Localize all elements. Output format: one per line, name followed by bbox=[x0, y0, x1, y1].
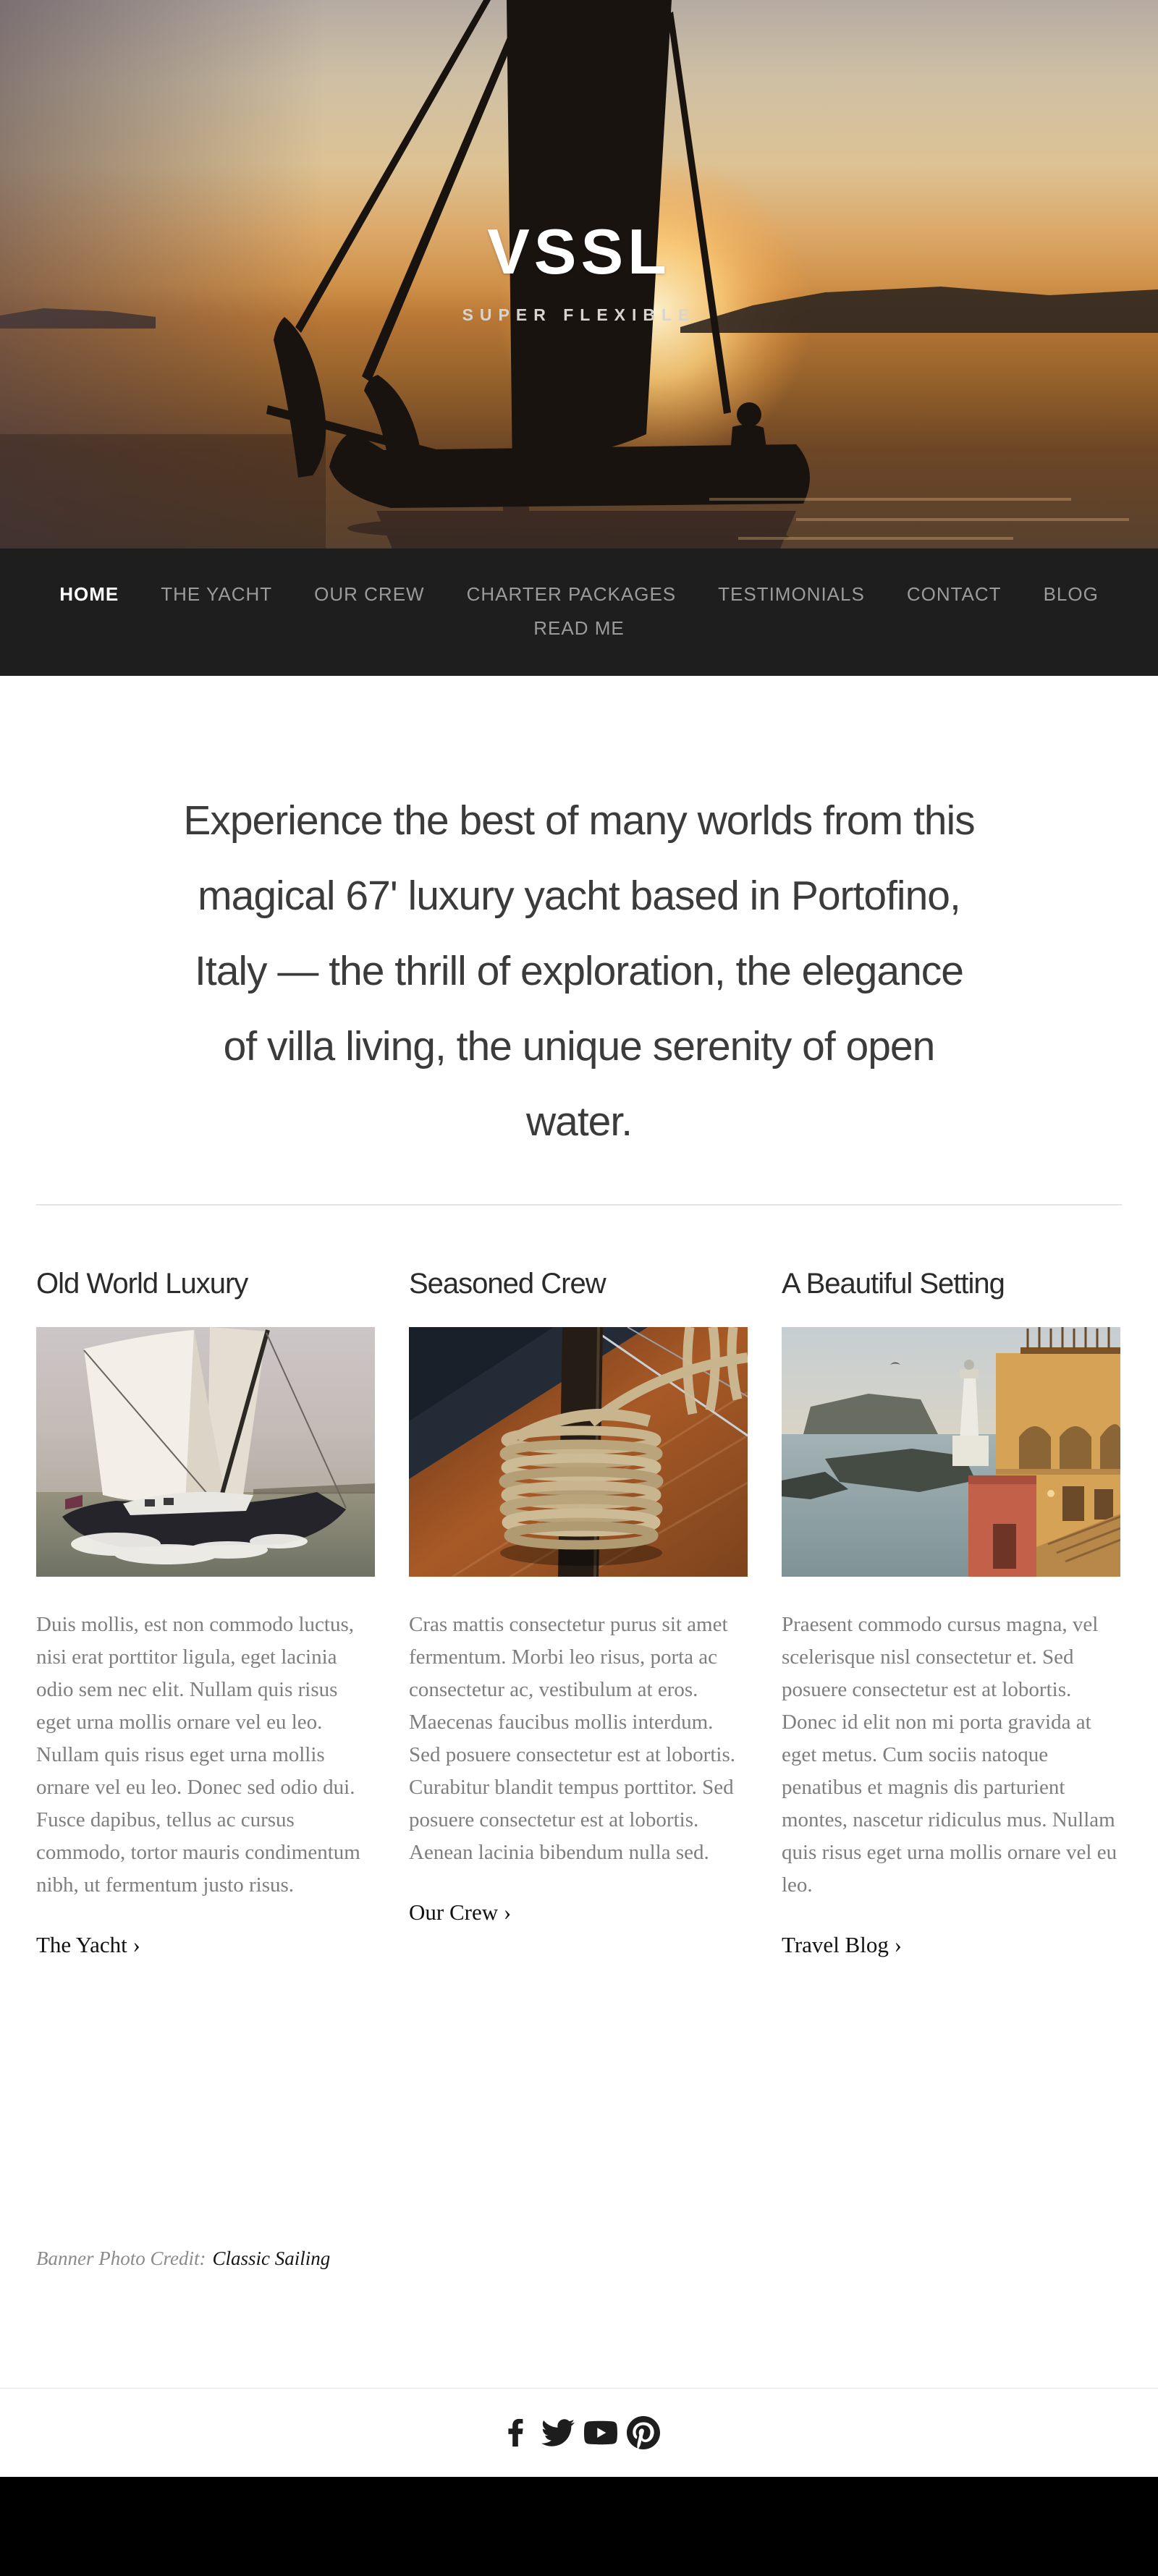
intro-line: Experience the best of many worlds from this bbox=[183, 797, 975, 844]
nav-item-blog[interactable]: BLOG bbox=[1043, 583, 1099, 605]
banner-photo-credit bbox=[36, 2247, 330, 2270]
column-body: Cras mattis consectetur purus sit amet fermentum. Morbi leo risus, porta ac consectetur ac, vestibulum at eros. Maecenas faucibus mollis interdum. Sed posuere consectetur est at lobortis. Curabitur blandit tempus porttitor. Sed posuere consectetur est at lobortis. Aenean lacinia bibendum nulla sed. bbox=[409, 1613, 735, 1864]
intro-line: magical 67' luxury yacht based in Portofino, bbox=[198, 873, 960, 919]
credit-label: Banner Photo Credit: bbox=[36, 2247, 206, 2269]
column-heading: Seasoned Crew bbox=[409, 1268, 606, 1300]
feature-columns bbox=[0, 1266, 1158, 1958]
yacht-sailing-image bbox=[36, 1327, 375, 1577]
nav-row-2 bbox=[0, 616, 1158, 640]
intro-line: of villa living, the unique serenity of open bbox=[223, 1023, 935, 1069]
twitter-icon[interactable] bbox=[541, 2416, 575, 2449]
nav-item-charter-packages[interactable]: CHARTER PACKAGES bbox=[466, 583, 677, 605]
credit-link[interactable]: Classic Sailing bbox=[212, 2247, 331, 2269]
column-old-world-luxury bbox=[36, 1266, 375, 1958]
nav-item-contact[interactable]: CONTACT bbox=[906, 583, 1002, 605]
intro-line: Italy — the thrill of exploration, the elegance bbox=[195, 948, 963, 994]
hero-banner bbox=[0, 0, 1158, 548]
social-links bbox=[0, 2388, 1158, 2477]
rope-knot-illustration bbox=[409, 1327, 748, 1577]
intro-line: water. bbox=[525, 1098, 633, 1145]
coastal-village-image bbox=[782, 1327, 1120, 1577]
coastal-village-illustration bbox=[782, 1327, 1120, 1577]
the-yacht-link[interactable]: The Yacht › bbox=[36, 1932, 140, 1957]
column-heading: A Beautiful Setting bbox=[782, 1268, 1005, 1300]
page-footer bbox=[0, 2388, 1158, 2576]
column-seasoned-crew bbox=[409, 1266, 748, 1958]
column-heading: Old World Luxury bbox=[36, 1268, 248, 1300]
nav-item-our-crew[interactable]: OUR CREW bbox=[314, 583, 425, 605]
yacht-sailing-illustration bbox=[36, 1327, 375, 1577]
nav-row-1 bbox=[0, 582, 1158, 606]
column-a-beautiful-setting bbox=[782, 1266, 1120, 1958]
nav-item-home[interactable]: HOME bbox=[59, 583, 119, 605]
nav-item-the-yacht[interactable]: THE YACHT bbox=[161, 583, 273, 605]
pinterest-icon[interactable] bbox=[627, 2416, 660, 2449]
nav-item-testimonials[interactable]: TESTIMONIALS bbox=[718, 583, 865, 605]
section-divider bbox=[36, 1204, 1122, 1206]
site-tagline: SUPER FLEXIBLE bbox=[462, 305, 696, 324]
our-crew-link[interactable]: Our Crew › bbox=[409, 1899, 512, 1925]
travel-blog-link[interactable]: Travel Blog › bbox=[782, 1932, 902, 1957]
rope-knot-image bbox=[409, 1327, 748, 1577]
youtube-icon[interactable] bbox=[584, 2416, 617, 2449]
nav-item-read-me[interactable]: READ ME bbox=[533, 617, 625, 639]
water-reflection bbox=[347, 507, 796, 548]
intro-statement bbox=[0, 676, 1158, 1159]
column-body: Praesent commodo cursus magna, vel scelerisque nisl consectetur et. Sed posuere consectetur est at lobortis. Donec id elit non mi porta gravida at eget metus. Cum sociis natoque penatibus et magnis dis parturient montes, nascetur ridiculus mus. Nullam quis risus eget urna mollis ornare vel eu leo. bbox=[782, 1613, 1117, 1897]
main-content bbox=[0, 676, 1158, 2388]
column-body: Duis mollis, est non commodo luctus, nisi erat porttitor ligula, eget lacinia odio sem nec elit. Nullam quis risus eget urna mollis ornare vel eu leo. Nullam quis risus eget urna mollis ornare vel eu leo. Donec sed odio dui. Fusce dapibus, tellus ac cursus commodo, tortor mauris condimentum nibh, ut fermentum justo risus. bbox=[36, 1613, 360, 1897]
footer-bottom-bar bbox=[0, 2477, 1158, 2576]
site-logo: VSSL bbox=[487, 216, 671, 287]
site-branding bbox=[0, 216, 1158, 325]
facebook-icon[interactable] bbox=[499, 2416, 532, 2449]
main-navigation bbox=[0, 548, 1158, 676]
